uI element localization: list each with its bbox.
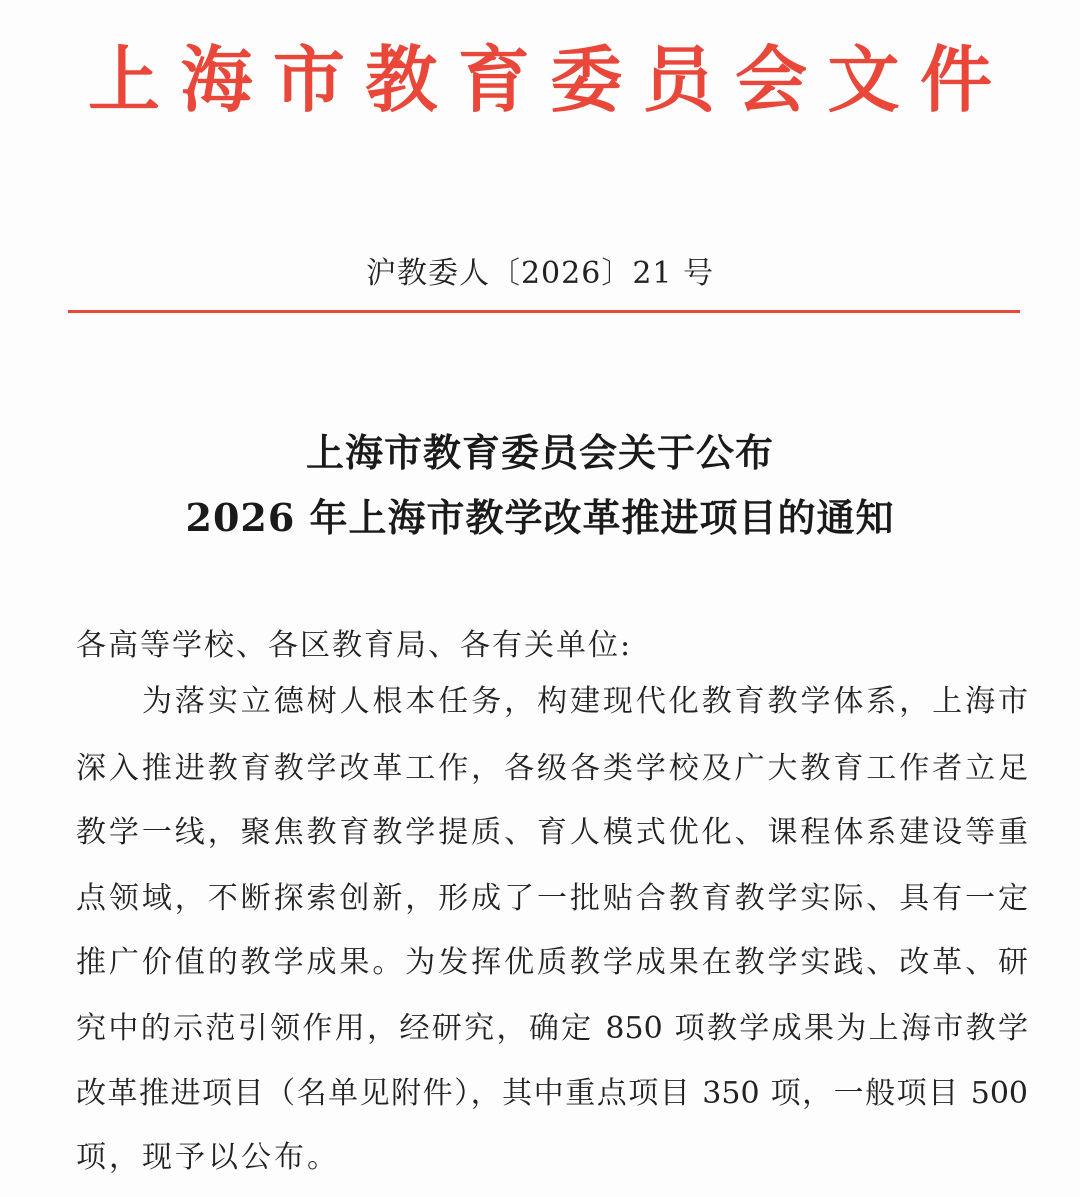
body-paragraph-line: 推广价值的教学成果。为发挥优质教学成果在教学实践、改革、研	[76, 945, 1028, 980]
masthead-char: 海	[180, 37, 253, 122]
masthead-char: 员	[642, 37, 715, 122]
masthead-char: 市	[272, 37, 345, 122]
addressee: 各高等学校、各区教育局、各有关单位:	[76, 628, 633, 663]
body-paragraph-line: 改革推进项目（名单见附件），其中重点项目 350 项，一般项目 500	[76, 1076, 1028, 1111]
notice-title-line-2: 2026 年上海市教学改革推进项目的通知	[185, 495, 895, 540]
masthead-char: 件	[919, 37, 992, 122]
masthead-char: 育	[457, 37, 530, 122]
masthead-char: 会	[735, 37, 808, 122]
document-number: 沪教委人〔2026〕21 号	[365, 256, 715, 291]
body-paragraph-line: 项，现予以公布。	[76, 1140, 340, 1175]
masthead-char: 上	[88, 37, 161, 122]
body-paragraph-line: 究中的示范引领作用，经研究，确定 850 项教学成果为上海市教学	[76, 1011, 1028, 1046]
body-paragraph-line: 为落实立德树人根本任务，构建现代化教育教学体系，上海市	[142, 684, 1028, 719]
body-paragraph-line: 点领域，不断探索创新，形成了一批贴合教育教学实际、具有一定	[76, 881, 1028, 916]
masthead-char: 委	[550, 37, 623, 122]
body-paragraph-line: 深入推进教育教学改革工作，各级各类学校及广大教育工作者立足	[76, 751, 1028, 786]
notice-title-line-1: 上海市教育委员会关于公布	[305, 430, 774, 475]
masthead	[60, 30, 1020, 130]
masthead-char: 教	[365, 37, 438, 122]
masthead-char: 文	[827, 37, 900, 122]
red-divider-line	[68, 310, 1020, 313]
body-paragraph-line: 教学一线，聚焦教育教学提质、育人模式优化、课程体系建设等重	[76, 815, 1028, 850]
